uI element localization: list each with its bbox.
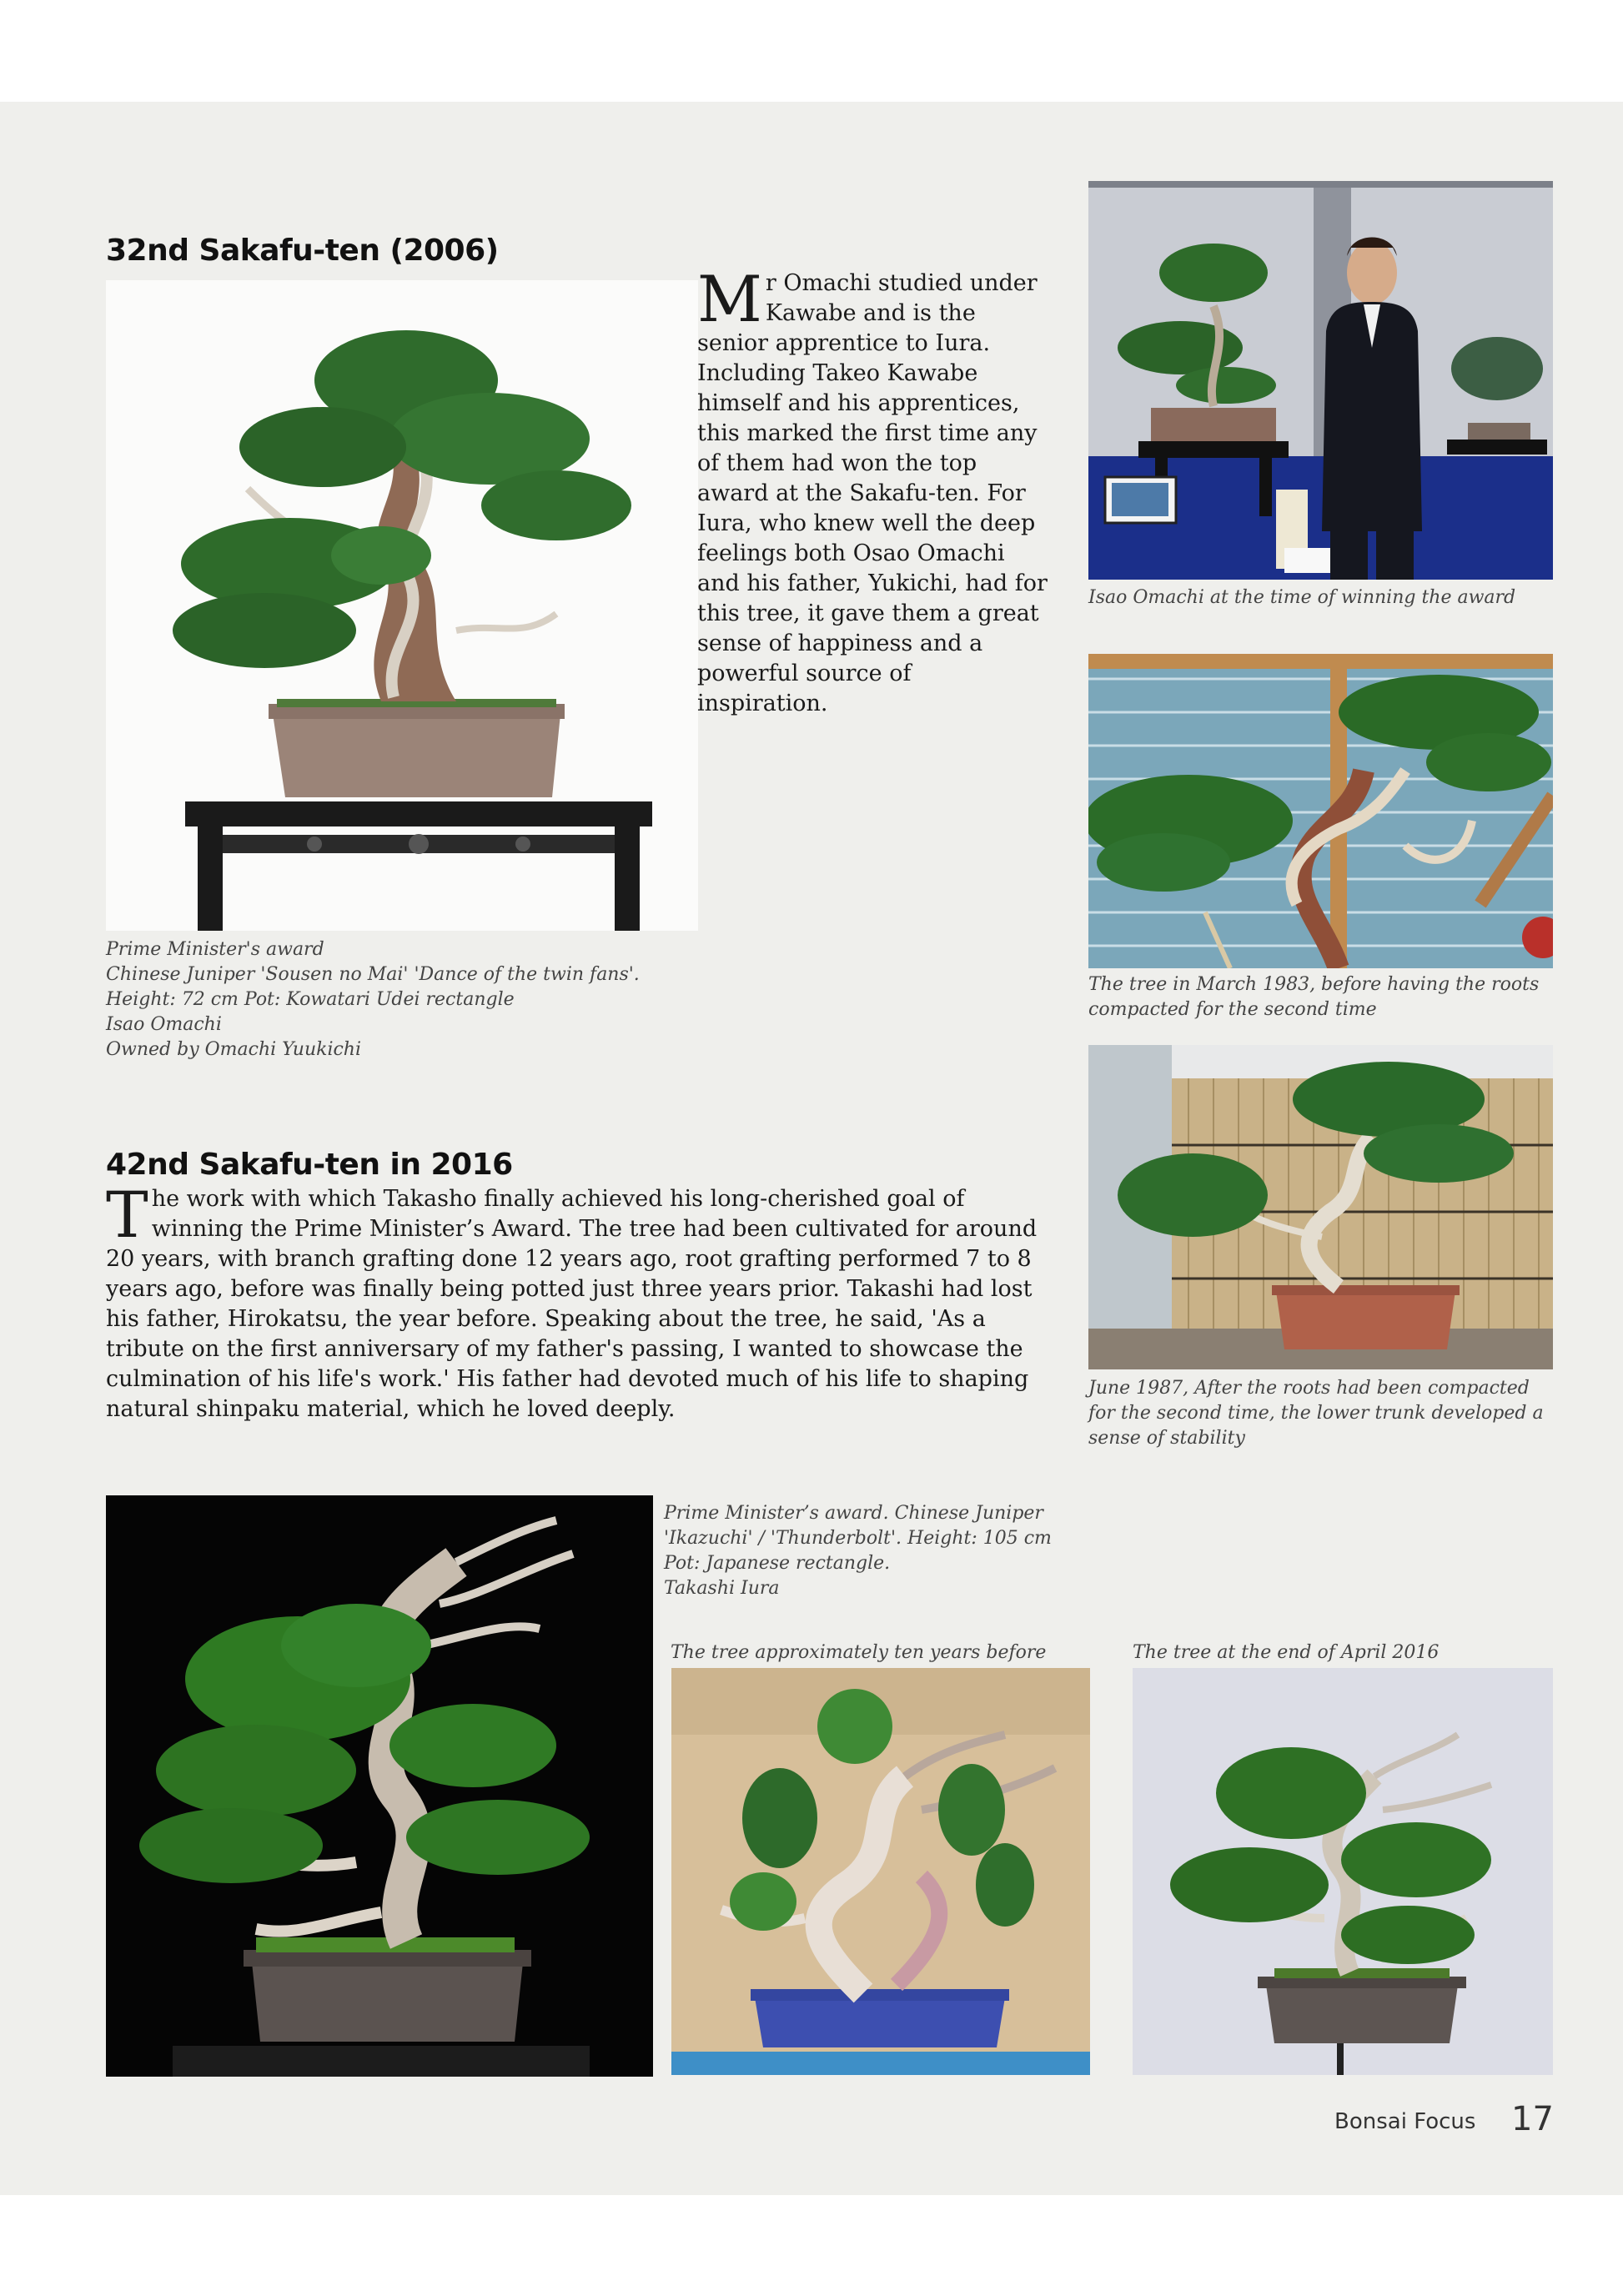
- caption-ten-years-before: The tree approximately ten years before: [671, 1642, 1047, 1663]
- photo-tree-1987: [1088, 1045, 1553, 1369]
- caption-line: Height: 72 cm Pot: Kowatari Udei rectangle: [106, 989, 515, 1010]
- photo-tree-ten-years-before: [671, 1668, 1090, 2075]
- caption-1987: June 1987, After the roots had been compacted for the second time, the lower trunk developed a sense of stability: [1088, 1378, 1544, 1449]
- caption-line: Isao Omachi: [106, 1014, 222, 1035]
- body-text-2016: he work with which Takasho finally achieved his long-cherished goal of winning the Prime Minister’s Award. The tree had been cultivated for around 20 years, with branch grafting done 12 years ago, root grafting performed 7 to 8 years ago, before was finally being potted just three years prior. Takashi had lost his father, Hirokatsu, the year before. Speaking about the tree, he said, 'As a tribute on the first anniversary of my father's passing, I wanted to showcase the culmination of his life's work.' His father had devoted much of his life to shaping natural shinpaku material, which he loved deeply.: [106, 1186, 1038, 1422]
- section-heading-2016: 42nd Sakafu-ten in 2016: [106, 1148, 513, 1182]
- intro-paragraph: [697, 262, 1048, 719]
- page-number: 17: [1511, 2100, 1554, 2138]
- photo-tree-1983: [1088, 654, 1553, 968]
- caption-line: Prime Minister's award: [106, 939, 324, 960]
- drop-cap-m: M: [697, 262, 762, 336]
- caption-line: 'Ikazuchi' / 'Thunderbolt'. Height: 105 cm: [664, 1528, 1052, 1549]
- photo-isao-omachi: [1088, 181, 1553, 580]
- caption-april-2016: The tree at the end of April 2016: [1133, 1642, 1440, 1663]
- caption-line: Owned by Omachi Yuukichi: [106, 1039, 362, 1060]
- body-paragraph-2016: [106, 1178, 1057, 1424]
- caption-sousen-no-mai: [106, 937, 690, 1063]
- photo-ikazuchi-thunderbolt: [106, 1495, 653, 2077]
- photo-sousen-no-mai: [106, 280, 698, 931]
- caption-portrait: Isao Omachi at the time of winning the award: [1088, 587, 1516, 608]
- caption-line: Pot: Japanese rectangle.: [664, 1553, 891, 1574]
- intro-text: r Omachi studied under Kawabe and is the senior apprentice to Iura. Including Takeo Kawabe himself and his apprentices, this marked the first time any of them had won the top award at the Sakafu-ten. For Iura, who knew well the deep feelings both Osao Omachi and his father, Yukichi, had for this tree, it gave them a great sense of happiness and a powerful source of inspiration.: [697, 270, 1048, 716]
- caption-line: Takashi Iura: [664, 1578, 780, 1599]
- section-heading-2006: 32nd Sakafu-ten (2006): [106, 234, 499, 268]
- caption-line: Chinese Juniper 'Sousen no Mai' 'Dance of the twin fans'.: [106, 964, 640, 985]
- caption-line: Prime Minister’s award. Chinese Juniper: [664, 1503, 1043, 1524]
- photo-tree-april-2016: [1133, 1668, 1553, 2075]
- drop-cap-t: T: [106, 1178, 148, 1252]
- caption-1983: The tree in March 1983, before having the roots compacted for the second time: [1088, 974, 1540, 1020]
- magazine-name: Bonsai Focus: [1334, 2109, 1476, 2134]
- caption-ikazuchi: [664, 1501, 1098, 1601]
